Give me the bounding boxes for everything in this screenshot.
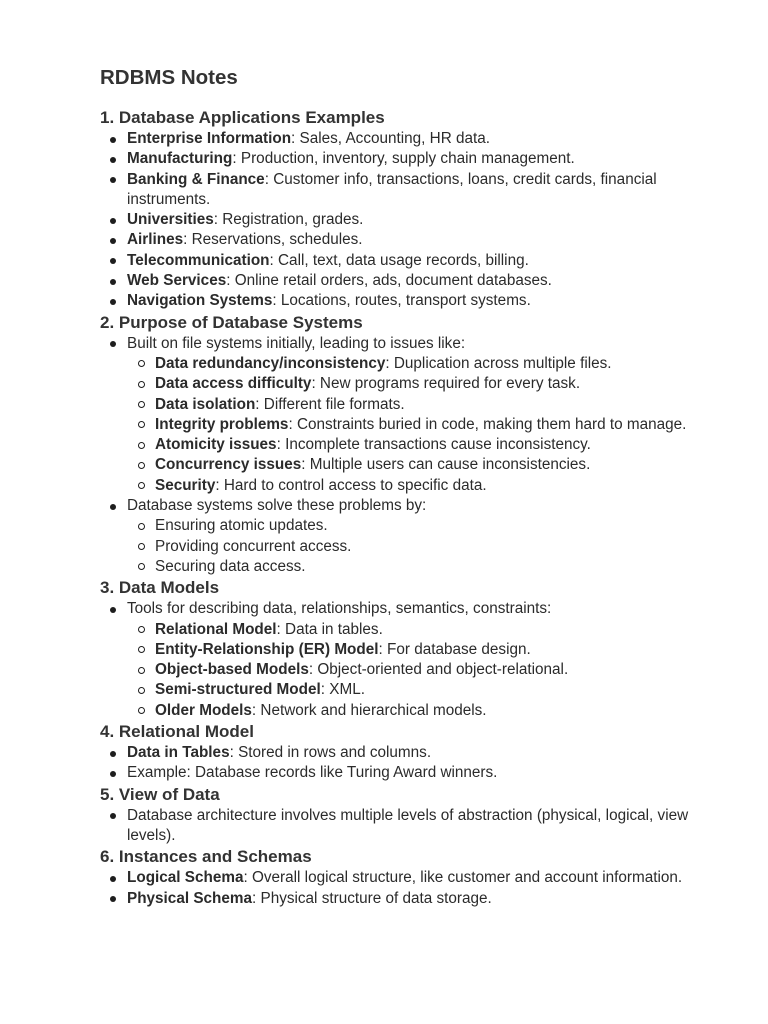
item-term: Atomicity issues (155, 436, 277, 454)
item-text: : Physical structure of data storage. (252, 889, 492, 907)
item-text: : Customer info, transactions, loans, credit cards, financial instruments. (127, 170, 657, 208)
list-item (100, 334, 690, 496)
item-term: Data in Tables (127, 744, 230, 762)
sub-list-item (127, 435, 690, 455)
list-item (100, 149, 690, 169)
list-item (100, 251, 690, 271)
sub-list-item (127, 516, 690, 536)
item-term: Universities (127, 211, 214, 229)
bullet-list (100, 806, 690, 847)
sub-list-item (127, 455, 690, 475)
item-text: : Object-oriented and object-relational. (308, 661, 569, 679)
sub-list (127, 620, 690, 721)
item-term: Older Models (155, 701, 252, 719)
sub-list-item (127, 680, 690, 700)
item-text: : Multiple users can cause inconsistencies. (301, 456, 591, 474)
item-term: Semi-structured Model (155, 681, 321, 699)
item-term: Data isolation (155, 395, 256, 413)
bullet-list (100, 334, 690, 578)
item-term: Logical Schema (127, 869, 244, 887)
sub-list-item (127, 701, 690, 721)
sub-list-item (127, 660, 690, 680)
sub-list-item (127, 476, 690, 496)
sub-list-item (127, 557, 690, 577)
item-text: Example: Database records like Turing Award winners. (127, 764, 498, 782)
sub-list-item (127, 415, 690, 435)
bullet-list (100, 599, 690, 721)
list-item (100, 129, 690, 149)
item-text: : Network and hierarchical models. (251, 701, 487, 719)
sub-list-item (127, 537, 690, 557)
item-text: Providing concurrent access. (155, 537, 352, 555)
item-text: : Constraints buried in code, making them hard to manage. (288, 415, 687, 433)
item-text: Ensuring atomic updates. (155, 517, 328, 535)
bullet-list (100, 129, 690, 312)
sub-list-item (127, 620, 690, 640)
item-term: Navigation Systems (127, 292, 273, 310)
list-item (100, 170, 690, 211)
item-text: Securing data access. (155, 557, 306, 575)
item-term: Security (155, 476, 216, 494)
bullet-list (100, 743, 690, 784)
item-term: Telecommunication (127, 251, 270, 269)
item-term: Manufacturing (127, 150, 233, 168)
section-heading: 3. Data Models (100, 578, 220, 598)
item-term: Integrity problems (155, 415, 289, 433)
item-text: : Data in tables. (276, 620, 383, 638)
item-term: Banking & Finance (127, 170, 265, 188)
item-term: Web Services (127, 272, 227, 290)
item-text: : Duplication across multiple files. (385, 354, 612, 372)
item-text: : Sales, Accounting, HR data. (291, 130, 491, 147)
item-term: Enterprise Information (127, 130, 292, 147)
list-item (100, 868, 690, 888)
item-text: : XML. (320, 681, 365, 699)
section-heading: 2. Purpose of Database Systems (100, 312, 363, 332)
item-text: : Registration, grades. (213, 211, 364, 229)
list-item (100, 230, 690, 250)
item-text: : Incomplete transactions cause inconsistency. (276, 436, 591, 454)
item-text: Database architecture involves multiple levels of abstraction (physical, logical, view levels). (127, 806, 689, 844)
item-term: Airlines (127, 231, 184, 249)
item-text: Tools for describing data, relationships, semantics, constraints: (127, 600, 552, 618)
item-term: Concurrency issues (155, 456, 302, 474)
list-item (100, 291, 690, 311)
sub-list (127, 354, 690, 496)
section-heading: 5. View of Data (100, 784, 220, 804)
list-item (100, 599, 690, 721)
document-body (100, 107, 690, 909)
sub-list-item (127, 374, 690, 394)
section-heading: 4. Relational Model (100, 722, 254, 742)
item-text: : Online retail orders, ads, document databases. (226, 272, 552, 290)
item-text: : New programs required for every task. (311, 375, 581, 393)
item-text: : Hard to control access to specific data. (215, 476, 487, 494)
item-text: : Production, inventory, supply chain management. (232, 150, 575, 168)
section-heading: 6. Instances and Schemas (100, 847, 312, 867)
sub-list-item (127, 395, 690, 415)
item-text: : Locations, routes, transport systems. (272, 292, 531, 310)
item-term: Physical Schema (127, 889, 252, 907)
list-item (100, 889, 690, 909)
section-heading: 1. Database Applications Examples (100, 108, 385, 127)
sub-list-item (127, 354, 690, 374)
item-text: : Reservations, schedules. (183, 231, 363, 249)
item-text: : Call, text, data usage records, billing. (269, 251, 529, 269)
list-item (100, 743, 690, 763)
item-text: Database systems solve these problems by: (127, 497, 427, 515)
item-text: : Different file formats. (255, 395, 405, 413)
sub-list-item (127, 640, 690, 660)
document-title: RDBMS Notes (100, 66, 238, 89)
item-term: Relational Model (155, 620, 277, 638)
list-item (100, 496, 690, 577)
list-item (100, 763, 690, 783)
item-term: Entity-Relationship (ER) Model (155, 640, 379, 658)
item-text: Built on file systems initially, leading to issues like: (127, 334, 466, 352)
item-text: : Overall logical structure, like customer and account information. (243, 869, 683, 887)
list-item (100, 806, 690, 847)
item-term: Data redundancy/inconsistency (155, 354, 386, 372)
item-text: : Stored in rows and columns. (229, 744, 432, 762)
item-term: Data access difficulty (155, 375, 312, 393)
list-item (100, 210, 690, 230)
item-text: : For database design. (378, 640, 531, 658)
item-term: Object-based Models (155, 661, 309, 679)
list-item (100, 271, 690, 291)
sub-list (127, 516, 690, 577)
bullet-list (100, 868, 690, 909)
